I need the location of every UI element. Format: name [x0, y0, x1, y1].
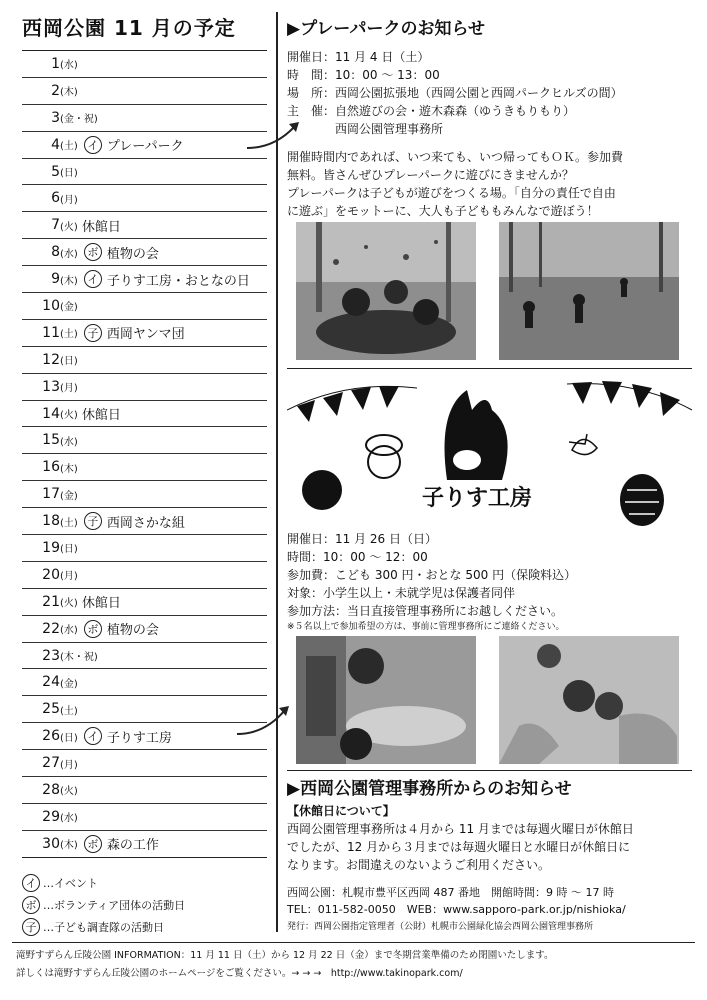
- office-tel-web[interactable]: TEL：011-582-0050 WEB：www.sapporo-park.or.jp/nishioka/: [287, 903, 626, 916]
- kurisu-note: ※５名以上で参加希望の方は、事前に管理事務所にご連絡ください。: [287, 622, 565, 632]
- calendar-day: 2: [51, 82, 60, 99]
- activity-badge-icon: イ: [84, 270, 102, 288]
- calendar-day: 8: [51, 244, 60, 261]
- calendar-day: 14: [42, 405, 60, 422]
- playpark-place: 場 所：西岡公園拡張地（西岡公園と西岡パークヒルズの間）: [287, 86, 623, 100]
- calendar-title: 西岡公園 11 月の予定: [22, 16, 236, 40]
- calendar-dow: (日): [60, 168, 78, 179]
- legend-volunteer: [22, 896, 185, 914]
- calendar-day: 18: [42, 513, 60, 530]
- calendar-day: 22: [42, 620, 60, 637]
- calendar-dow: (日): [60, 544, 78, 556]
- playpark-host: 主 催：自然遊びの会・遊木森森（ゆうきもりもり）: [287, 104, 576, 118]
- kurisu-photo-1: [296, 636, 476, 764]
- calendar-day: 1: [51, 55, 60, 72]
- office-subhead: 【休館日について】: [287, 804, 395, 818]
- footer-divider: [12, 942, 695, 943]
- calendar-dow: (土): [60, 705, 78, 717]
- calendar-day: 29: [42, 808, 60, 825]
- calendar-row: [22, 266, 267, 293]
- event-badge-icon: イ: [22, 874, 40, 892]
- playpark-body-line: プレーパークは子どもが遊びをつくる場。「自分の責任で自由: [287, 186, 616, 200]
- activity-badge-icon: ボ: [84, 243, 102, 261]
- calendar-row: [22, 239, 267, 266]
- calendar-row: [22, 777, 267, 804]
- section-divider: [287, 368, 692, 369]
- playpark-date: 開催日：11 月 4 日（土）: [287, 50, 430, 64]
- calendar-day: 12: [42, 351, 60, 368]
- calendar-dow: (火): [60, 786, 78, 798]
- calendar-dow: (火): [60, 221, 78, 233]
- calendar-row: [22, 293, 267, 320]
- calendar-day: 19: [42, 539, 60, 556]
- legend-event: [22, 874, 98, 892]
- calendar-row: [22, 804, 267, 831]
- calendar-dow: (土): [60, 329, 78, 341]
- office-address: 西岡公園：札幌市豊平区西岡 487 番地 開館時間：9 時 ～ 17 時: [287, 886, 614, 899]
- calendar-day: 20: [42, 566, 60, 583]
- activity-badge-icon: イ: [84, 727, 102, 745]
- calendar-row: [22, 696, 267, 723]
- calendar-day: 23: [42, 647, 60, 664]
- legend-text: …ボランティア団体の活動日: [43, 899, 186, 912]
- calendar-row: [22, 589, 267, 616]
- section-divider: [287, 770, 692, 771]
- calendar-event: 子りす工房: [106, 730, 172, 746]
- footer-line-1: 滝野すずらん丘陵公園 INFORMATION：11 月 11 日（土）から 12 月 22 日（金）まで冬期営業準備のため閉園いたします。: [16, 950, 554, 961]
- calendar-row: [22, 347, 267, 374]
- kurisu-target: 対象：小学生以上・未就学児は保護者同伴: [287, 586, 516, 600]
- arrow-icon: [235, 700, 295, 740]
- office-title: ▶西岡公園管理事務所からのお知らせ: [287, 779, 572, 799]
- kids-badge-icon: 子: [22, 918, 40, 936]
- calendar-day: 7: [51, 217, 60, 234]
- activity-badge-icon: 子: [84, 512, 102, 530]
- calendar-day: 6: [51, 190, 60, 207]
- calendar-day: 15: [42, 432, 60, 449]
- calendar-row: [22, 643, 267, 670]
- calendar-day: 16: [42, 459, 60, 476]
- legend-kids: [22, 918, 164, 936]
- calendar-dow: (水): [60, 813, 78, 825]
- calendar-day: 9: [51, 271, 60, 288]
- office-contact: [287, 884, 692, 934]
- calendar-dow: (木): [60, 87, 78, 99]
- calendar-event: プレーパーク: [106, 139, 184, 155]
- calendar-dow: (月): [60, 571, 78, 583]
- legend-text: …イベント: [43, 877, 98, 890]
- office-body: [287, 820, 634, 874]
- volunteer-badge-icon: ボ: [22, 896, 40, 914]
- calendar-event: 西岡さかな組: [106, 515, 185, 531]
- kurisu-time: 時間：10：00 ～ 12：00: [287, 550, 428, 564]
- calendar-list: [22, 50, 267, 858]
- calendar-dow: (日): [60, 356, 78, 368]
- calendar-row: [22, 320, 267, 347]
- calendar-event: 休館日: [81, 596, 121, 612]
- calendar-day: 5: [51, 163, 60, 180]
- calendar-event: 西岡ヤンマ団: [106, 327, 185, 343]
- playpark-body-line: に遊ぶ」をモットーに、大人も子どももみんなで遊ぼう！: [287, 204, 599, 218]
- playpark-time: 時 間：10：00 ～ 13：00: [287, 68, 440, 82]
- kurisu-date: 開催日：11 月 26 日（日）: [287, 532, 437, 546]
- calendar-row: [22, 51, 267, 78]
- calendar-dow: (木): [60, 840, 78, 852]
- playpark-body-line: 無料。皆さんぜひプレーパークに遊びにきませんか？: [287, 168, 574, 182]
- calendar-row: [22, 427, 267, 454]
- calendar-day: 17: [42, 486, 60, 503]
- legend-text: …子ども調査隊の活動日: [43, 921, 164, 934]
- kurisu-logo: 子りす工房: [422, 486, 533, 511]
- office-body-line: 西岡公園管理事務所は４月から 11 月までは毎週火曜日が休館日: [287, 822, 634, 836]
- calendar-row: [22, 562, 267, 589]
- calendar-dow: (水): [60, 60, 78, 72]
- calendar-row: [22, 401, 267, 428]
- calendar-row: [22, 508, 267, 535]
- office-body-line: なります。お間違えのないようご利用ください。: [287, 858, 551, 872]
- calendar-day: 25: [42, 701, 60, 718]
- calendar-row: [22, 78, 267, 105]
- calendar-day: 4: [51, 136, 60, 153]
- calendar-dow: (日): [60, 732, 78, 744]
- calendar-row: [22, 481, 267, 508]
- playpark-photo-1: [296, 222, 476, 360]
- calendar-dow: (金): [60, 490, 78, 502]
- calendar-event: 休館日: [81, 219, 121, 235]
- calendar-dow: (水): [60, 436, 78, 448]
- calendar-day: 11: [42, 324, 60, 341]
- office-publisher: 発行：西岡公園指定管理者（公財）札幌市公園緑化協会西岡公園管理事務所: [287, 922, 594, 932]
- calendar-dow: (水): [60, 248, 78, 260]
- playpark-title: ▶プレーパークのお知らせ: [287, 19, 486, 39]
- calendar-dow: (火): [60, 598, 78, 610]
- calendar-day: 21: [42, 593, 60, 610]
- calendar-row: [22, 723, 267, 750]
- calendar-dow: (木・祝): [60, 652, 98, 664]
- playpark-body: [287, 148, 623, 220]
- kurisu-details: [287, 530, 576, 634]
- footer-line-2[interactable]: 詳しくは滝野すずらん丘陵公園のホームページをご覧ください。→ → → http://www.takinopark.com/: [16, 968, 463, 979]
- calendar-row: [22, 132, 267, 159]
- kurisu-illustration: [287, 370, 692, 530]
- playpark-host2: 西岡公園管理事務所: [287, 122, 444, 136]
- calendar-row: [22, 750, 267, 777]
- kurisu-photo-2: [499, 636, 679, 764]
- calendar-event: 休館日: [81, 408, 121, 424]
- calendar-dow: (月): [60, 383, 78, 395]
- activity-badge-icon: ボ: [84, 620, 102, 638]
- calendar-row: [22, 212, 267, 239]
- calendar-event: 森の工作: [106, 838, 159, 854]
- calendar-row: [22, 374, 267, 401]
- calendar-dow: (水): [60, 625, 78, 637]
- activity-badge-icon: ボ: [84, 835, 102, 853]
- calendar-row: [22, 454, 267, 481]
- calendar-row: [22, 616, 267, 643]
- calendar-dow: (土): [60, 141, 78, 153]
- playpark-details: [287, 48, 623, 138]
- calendar-day: 28: [42, 781, 60, 798]
- calendar-row: [22, 669, 267, 696]
- office-body-line: でしたが、12 月から３月までは毎週火曜日と水曜日が休館日に: [287, 840, 631, 854]
- activity-badge-icon: イ: [84, 136, 102, 154]
- calendar-day: 24: [42, 674, 60, 691]
- calendar-dow: (木): [60, 463, 78, 475]
- calendar-dow: (金): [60, 302, 78, 314]
- calendar-row: [22, 159, 267, 186]
- playpark-photo-2: [499, 222, 679, 360]
- activity-badge-icon: 子: [84, 324, 102, 342]
- calendar-event: 植物の会: [106, 623, 159, 639]
- kurisu-fee: 参加費：こども 300 円・おとな 500 円（保険料込）: [287, 568, 577, 582]
- calendar-dow: (金): [60, 678, 78, 690]
- calendar-dow: (火): [60, 410, 78, 422]
- calendar-day: 3: [51, 109, 60, 126]
- calendar-dow: (月): [60, 194, 78, 206]
- calendar-row: [22, 105, 267, 132]
- calendar-row: [22, 831, 267, 858]
- playpark-body-line: 開催時間内であれば、いつ来ても、いつ帰ってもＯＫ。参加費: [287, 150, 624, 164]
- calendar-event: 植物の会: [106, 246, 159, 262]
- calendar-day: 10: [42, 297, 60, 314]
- calendar-dow: (木): [60, 275, 78, 287]
- calendar-dow: (金・祝): [60, 114, 98, 126]
- calendar-day: 30: [42, 835, 60, 852]
- calendar-day: 27: [42, 755, 60, 772]
- calendar-day: 26: [42, 728, 60, 745]
- calendar-row: [22, 535, 267, 562]
- kurisu-method: 参加方法：当日直接管理事務所にお越しください。: [287, 604, 564, 618]
- calendar-event: 子りす工房・おとなの日: [106, 273, 250, 289]
- calendar-day: 13: [42, 378, 60, 395]
- calendar-dow: (土): [60, 517, 78, 529]
- calendar-dow: (月): [60, 759, 78, 771]
- calendar-row: [22, 185, 267, 212]
